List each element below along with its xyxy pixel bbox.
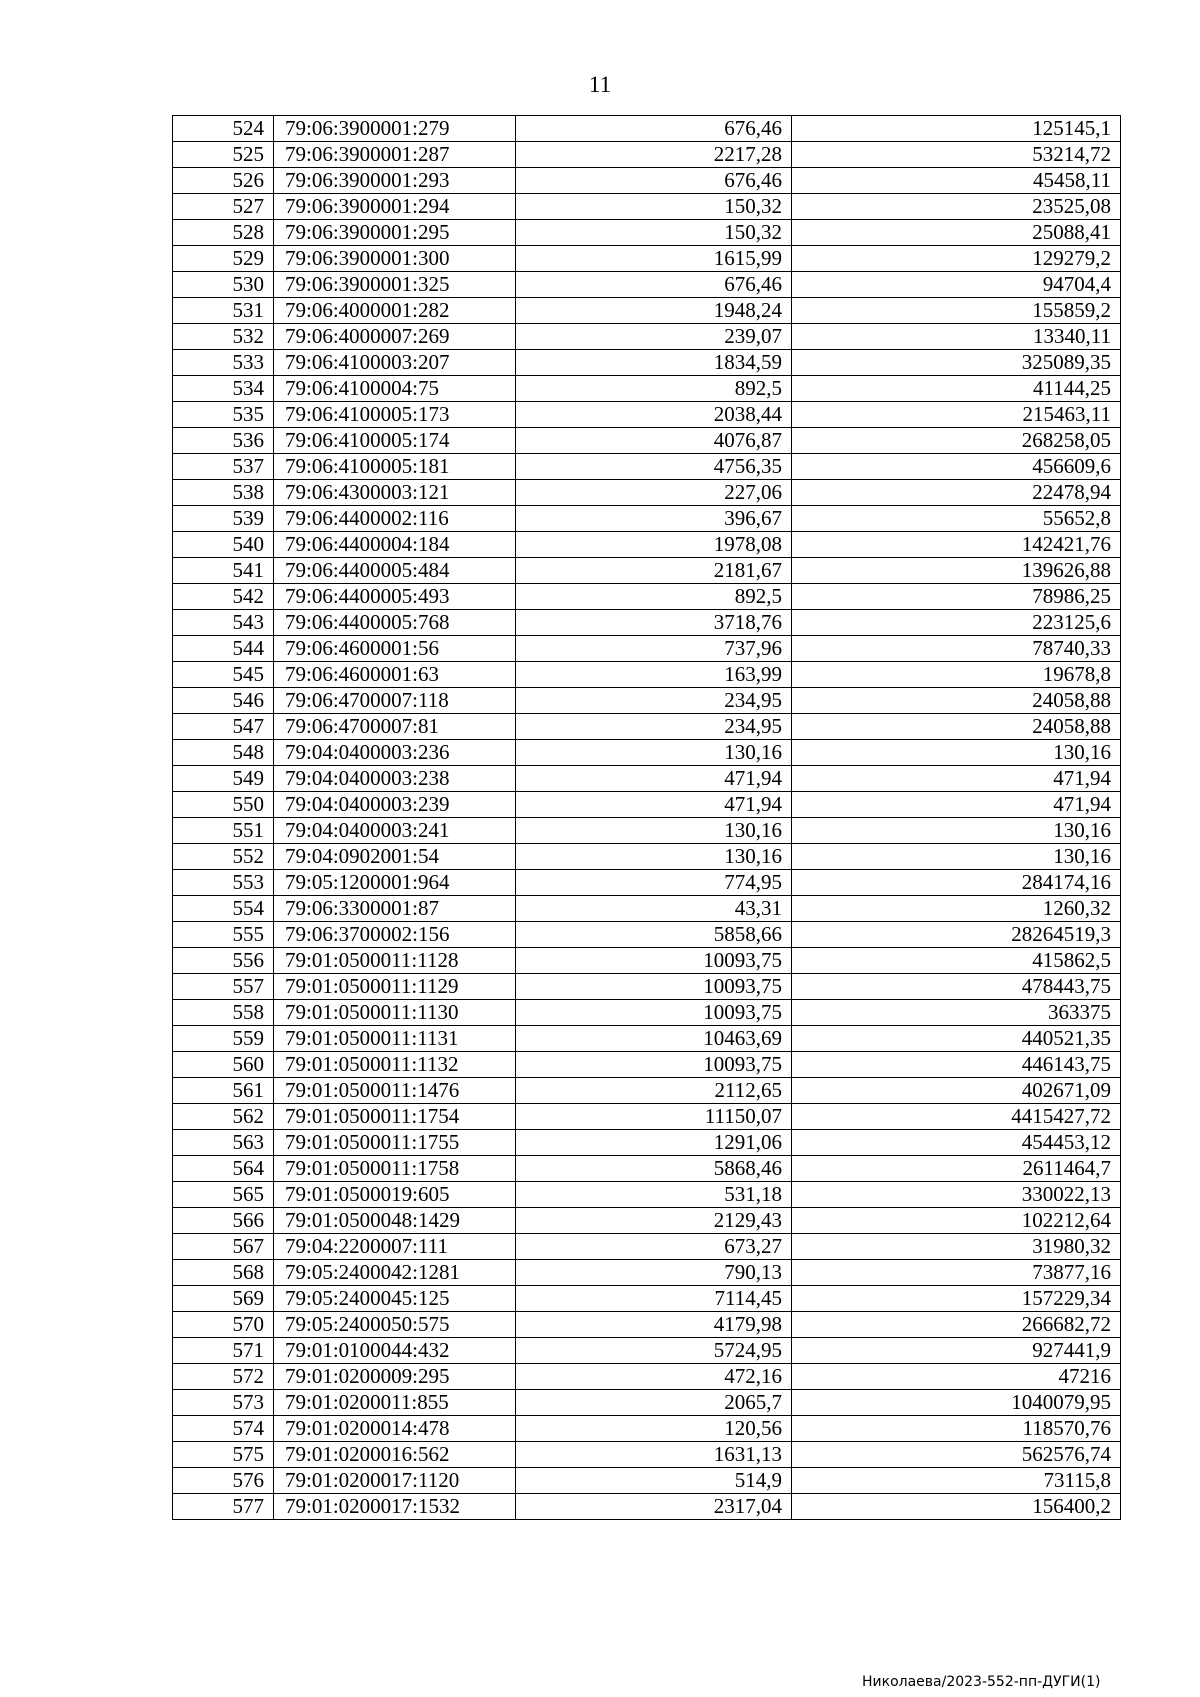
table-row bbox=[173, 1390, 1121, 1416]
cadastral-number: 79:04:0400003:241 bbox=[274, 818, 516, 844]
cost-value: 130,16 bbox=[792, 740, 1121, 766]
table-row bbox=[173, 896, 1121, 922]
cadastral-number: 79:01:0500011:1128 bbox=[274, 948, 516, 974]
cadastral-number: 79:06:4100005:181 bbox=[274, 454, 516, 480]
cost-value: 118570,76 bbox=[792, 1416, 1121, 1442]
cost-value: 471,94 bbox=[792, 792, 1121, 818]
cadastral-number: 79:01:0200009:295 bbox=[274, 1364, 516, 1390]
row-number: 548 bbox=[173, 740, 274, 766]
table-row bbox=[173, 1494, 1121, 1520]
cadastral-number: 79:04:0902001:54 bbox=[274, 844, 516, 870]
cadastral-number: 79:06:4400005:768 bbox=[274, 610, 516, 636]
area-value: 2181,67 bbox=[516, 558, 792, 584]
cadastral-number: 79:06:4600001:56 bbox=[274, 636, 516, 662]
cost-value: 94704,4 bbox=[792, 272, 1121, 298]
table-row bbox=[173, 1312, 1121, 1338]
table-row bbox=[173, 454, 1121, 480]
row-number: 551 bbox=[173, 818, 274, 844]
table-row bbox=[173, 506, 1121, 532]
table-row bbox=[173, 1364, 1121, 1390]
cost-value: 223125,6 bbox=[792, 610, 1121, 636]
table-row bbox=[173, 324, 1121, 350]
row-number: 553 bbox=[173, 870, 274, 896]
area-value: 472,16 bbox=[516, 1364, 792, 1390]
area-value: 130,16 bbox=[516, 818, 792, 844]
table-row bbox=[173, 1026, 1121, 1052]
cadastral-number: 79:01:0200011:855 bbox=[274, 1390, 516, 1416]
table-row bbox=[173, 1078, 1121, 1104]
table-row bbox=[173, 116, 1121, 142]
area-value: 676,46 bbox=[516, 272, 792, 298]
cost-value: 55652,8 bbox=[792, 506, 1121, 532]
cost-value: 47216 bbox=[792, 1364, 1121, 1390]
cadastral-number: 79:01:0200014:478 bbox=[274, 1416, 516, 1442]
area-value: 5868,46 bbox=[516, 1156, 792, 1182]
cost-value: 215463,11 bbox=[792, 402, 1121, 428]
table-row bbox=[173, 1182, 1121, 1208]
cadastral-number: 79:06:3900001:325 bbox=[274, 272, 516, 298]
cost-value: 157229,34 bbox=[792, 1286, 1121, 1312]
row-number: 577 bbox=[173, 1494, 274, 1520]
cost-value: 73115,8 bbox=[792, 1468, 1121, 1494]
row-number: 534 bbox=[173, 376, 274, 402]
row-number: 529 bbox=[173, 246, 274, 272]
cost-value: 24058,88 bbox=[792, 714, 1121, 740]
table-row bbox=[173, 1104, 1121, 1130]
row-number: 535 bbox=[173, 402, 274, 428]
cadastral-number: 79:01:0500011:1755 bbox=[274, 1130, 516, 1156]
cost-value: 130,16 bbox=[792, 844, 1121, 870]
table-row bbox=[173, 740, 1121, 766]
cost-value: 446143,75 bbox=[792, 1052, 1121, 1078]
area-value: 1948,24 bbox=[516, 298, 792, 324]
cost-value: 53214,72 bbox=[792, 142, 1121, 168]
row-number: 544 bbox=[173, 636, 274, 662]
row-number: 537 bbox=[173, 454, 274, 480]
area-value: 396,67 bbox=[516, 506, 792, 532]
table-row bbox=[173, 272, 1121, 298]
area-value: 10093,75 bbox=[516, 1052, 792, 1078]
area-value: 120,56 bbox=[516, 1416, 792, 1442]
row-number: 572 bbox=[173, 1364, 274, 1390]
cadastral-number: 79:05:1200001:964 bbox=[274, 870, 516, 896]
cadastral-number: 79:06:4600001:63 bbox=[274, 662, 516, 688]
row-number: 568 bbox=[173, 1260, 274, 1286]
table-row bbox=[173, 402, 1121, 428]
area-value: 531,18 bbox=[516, 1182, 792, 1208]
table-row bbox=[173, 818, 1121, 844]
row-number: 561 bbox=[173, 1078, 274, 1104]
row-number: 573 bbox=[173, 1390, 274, 1416]
area-value: 2112,65 bbox=[516, 1078, 792, 1104]
area-value: 1615,99 bbox=[516, 246, 792, 272]
table-row bbox=[173, 246, 1121, 272]
area-value: 10093,75 bbox=[516, 974, 792, 1000]
cost-value: 330022,13 bbox=[792, 1182, 1121, 1208]
area-value: 2065,7 bbox=[516, 1390, 792, 1416]
table-row bbox=[173, 532, 1121, 558]
table-row bbox=[173, 168, 1121, 194]
area-value: 4756,35 bbox=[516, 454, 792, 480]
area-value: 10093,75 bbox=[516, 948, 792, 974]
row-number: 541 bbox=[173, 558, 274, 584]
table-row bbox=[173, 766, 1121, 792]
cadastral-number: 79:01:0200016:562 bbox=[274, 1442, 516, 1468]
row-number: 539 bbox=[173, 506, 274, 532]
row-number: 532 bbox=[173, 324, 274, 350]
table-row bbox=[173, 948, 1121, 974]
cadastral-number: 79:06:3900001:279 bbox=[274, 116, 516, 142]
cost-value: 73877,16 bbox=[792, 1260, 1121, 1286]
cadastral-number: 79:06:4400005:484 bbox=[274, 558, 516, 584]
area-value: 239,07 bbox=[516, 324, 792, 350]
area-value: 43,31 bbox=[516, 896, 792, 922]
cost-value: 456609,6 bbox=[792, 454, 1121, 480]
cost-value: 478443,75 bbox=[792, 974, 1121, 1000]
table-row bbox=[173, 376, 1121, 402]
area-value: 892,5 bbox=[516, 376, 792, 402]
cadastral-number: 79:01:0200017:1532 bbox=[274, 1494, 516, 1520]
table-row bbox=[173, 1260, 1121, 1286]
cost-value: 19678,8 bbox=[792, 662, 1121, 688]
row-number: 565 bbox=[173, 1182, 274, 1208]
area-value: 10463,69 bbox=[516, 1026, 792, 1052]
area-value: 471,94 bbox=[516, 792, 792, 818]
cadastral-number: 79:01:0500011:1476 bbox=[274, 1078, 516, 1104]
row-number: 569 bbox=[173, 1286, 274, 1312]
row-number: 527 bbox=[173, 194, 274, 220]
cost-value: 325089,35 bbox=[792, 350, 1121, 376]
row-number: 550 bbox=[173, 792, 274, 818]
cadastral-number: 79:06:3900001:294 bbox=[274, 194, 516, 220]
row-number: 563 bbox=[173, 1130, 274, 1156]
cost-value: 22478,94 bbox=[792, 480, 1121, 506]
area-value: 150,32 bbox=[516, 194, 792, 220]
area-value: 150,32 bbox=[516, 220, 792, 246]
table-row bbox=[173, 974, 1121, 1000]
table-row bbox=[173, 610, 1121, 636]
area-value: 1631,13 bbox=[516, 1442, 792, 1468]
area-value: 514,9 bbox=[516, 1468, 792, 1494]
cost-value: 927441,9 bbox=[792, 1338, 1121, 1364]
cadastral-number: 79:01:0500011:1754 bbox=[274, 1104, 516, 1130]
table-row bbox=[173, 1468, 1121, 1494]
row-number: 531 bbox=[173, 298, 274, 324]
document-footer: Николаева/2023-552-пп-ДУГИ(1) bbox=[862, 1674, 1101, 1690]
area-value: 790,13 bbox=[516, 1260, 792, 1286]
cost-value: 2611464,7 bbox=[792, 1156, 1121, 1182]
cost-value: 41144,25 bbox=[792, 376, 1121, 402]
cadastral-number: 79:06:4400004:184 bbox=[274, 532, 516, 558]
table-row bbox=[173, 1156, 1121, 1182]
table-row bbox=[173, 298, 1121, 324]
cost-value: 284174,16 bbox=[792, 870, 1121, 896]
row-number: 558 bbox=[173, 1000, 274, 1026]
cost-value: 28264519,3 bbox=[792, 922, 1121, 948]
cost-value: 268258,05 bbox=[792, 428, 1121, 454]
area-value: 234,95 bbox=[516, 688, 792, 714]
cadastral-number: 79:04:0400003:236 bbox=[274, 740, 516, 766]
cost-value: 102212,64 bbox=[792, 1208, 1121, 1234]
area-value: 10093,75 bbox=[516, 1000, 792, 1026]
row-number: 540 bbox=[173, 532, 274, 558]
cadastral-table bbox=[172, 115, 1121, 1520]
cost-value: 440521,35 bbox=[792, 1026, 1121, 1052]
area-value: 676,46 bbox=[516, 116, 792, 142]
row-number: 528 bbox=[173, 220, 274, 246]
cadastral-number: 79:01:0500011:1131 bbox=[274, 1026, 516, 1052]
row-number: 545 bbox=[173, 662, 274, 688]
table-row bbox=[173, 1442, 1121, 1468]
cost-value: 454453,12 bbox=[792, 1130, 1121, 1156]
area-value: 774,95 bbox=[516, 870, 792, 896]
area-value: 892,5 bbox=[516, 584, 792, 610]
row-number: 559 bbox=[173, 1026, 274, 1052]
cost-value: 23525,08 bbox=[792, 194, 1121, 220]
row-number: 566 bbox=[173, 1208, 274, 1234]
table-row bbox=[173, 584, 1121, 610]
area-value: 2217,28 bbox=[516, 142, 792, 168]
table-row bbox=[173, 558, 1121, 584]
row-number: 549 bbox=[173, 766, 274, 792]
table-row bbox=[173, 688, 1121, 714]
row-number: 555 bbox=[173, 922, 274, 948]
row-number: 556 bbox=[173, 948, 274, 974]
area-value: 1834,59 bbox=[516, 350, 792, 376]
row-number: 533 bbox=[173, 350, 274, 376]
row-number: 546 bbox=[173, 688, 274, 714]
table-row bbox=[173, 636, 1121, 662]
cadastral-number: 79:06:3300001:87 bbox=[274, 896, 516, 922]
table-row bbox=[173, 1338, 1121, 1364]
cadastral-number: 79:01:0100044:432 bbox=[274, 1338, 516, 1364]
cadastral-number: 79:01:0500011:1129 bbox=[274, 974, 516, 1000]
cadastral-number: 79:04:0400003:238 bbox=[274, 766, 516, 792]
area-value: 3718,76 bbox=[516, 610, 792, 636]
row-number: 564 bbox=[173, 1156, 274, 1182]
cost-value: 24058,88 bbox=[792, 688, 1121, 714]
cost-value: 142421,76 bbox=[792, 532, 1121, 558]
cadastral-number: 79:01:0500011:1130 bbox=[274, 1000, 516, 1026]
area-value: 11150,07 bbox=[516, 1104, 792, 1130]
row-number: 547 bbox=[173, 714, 274, 740]
cadastral-number: 79:06:4000001:282 bbox=[274, 298, 516, 324]
area-value: 5858,66 bbox=[516, 922, 792, 948]
area-value: 2129,43 bbox=[516, 1208, 792, 1234]
area-value: 130,16 bbox=[516, 844, 792, 870]
area-value: 130,16 bbox=[516, 740, 792, 766]
cost-value: 156400,2 bbox=[792, 1494, 1121, 1520]
cost-value: 4415427,72 bbox=[792, 1104, 1121, 1130]
table-row bbox=[173, 1416, 1121, 1442]
table-row bbox=[173, 922, 1121, 948]
row-number: 530 bbox=[173, 272, 274, 298]
page-number: 11 bbox=[588, 72, 612, 97]
cost-value: 45458,11 bbox=[792, 168, 1121, 194]
cadastral-number: 79:06:4700007:81 bbox=[274, 714, 516, 740]
cost-value: 129279,2 bbox=[792, 246, 1121, 272]
cost-value: 155859,2 bbox=[792, 298, 1121, 324]
cadastral-number: 79:06:4100005:174 bbox=[274, 428, 516, 454]
cadastral-number: 79:06:4700007:118 bbox=[274, 688, 516, 714]
area-value: 2317,04 bbox=[516, 1494, 792, 1520]
area-value: 471,94 bbox=[516, 766, 792, 792]
table-row bbox=[173, 142, 1121, 168]
row-number: 570 bbox=[173, 1312, 274, 1338]
area-value: 676,46 bbox=[516, 168, 792, 194]
table-row bbox=[173, 1234, 1121, 1260]
table-row bbox=[173, 662, 1121, 688]
cadastral-number: 79:06:3900001:287 bbox=[274, 142, 516, 168]
area-value: 7114,45 bbox=[516, 1286, 792, 1312]
area-value: 1291,06 bbox=[516, 1130, 792, 1156]
cadastral-number: 79:06:4100005:173 bbox=[274, 402, 516, 428]
cadastral-number: 79:05:2400050:575 bbox=[274, 1312, 516, 1338]
cadastral-number: 79:01:0500019:605 bbox=[274, 1182, 516, 1208]
area-value: 673,27 bbox=[516, 1234, 792, 1260]
row-number: 552 bbox=[173, 844, 274, 870]
table-row bbox=[173, 428, 1121, 454]
row-number: 575 bbox=[173, 1442, 274, 1468]
table-row bbox=[173, 714, 1121, 740]
table-row bbox=[173, 792, 1121, 818]
cadastral-number: 79:06:4300003:121 bbox=[274, 480, 516, 506]
row-number: 576 bbox=[173, 1468, 274, 1494]
cost-value: 471,94 bbox=[792, 766, 1121, 792]
row-number: 526 bbox=[173, 168, 274, 194]
cost-value: 78740,33 bbox=[792, 636, 1121, 662]
row-number: 574 bbox=[173, 1416, 274, 1442]
area-value: 5724,95 bbox=[516, 1338, 792, 1364]
area-value: 1978,08 bbox=[516, 532, 792, 558]
cost-value: 139626,88 bbox=[792, 558, 1121, 584]
cost-value: 1040079,95 bbox=[792, 1390, 1121, 1416]
row-number: 562 bbox=[173, 1104, 274, 1130]
table-row bbox=[173, 844, 1121, 870]
table-body bbox=[173, 116, 1121, 1520]
cost-value: 125145,1 bbox=[792, 116, 1121, 142]
row-number: 557 bbox=[173, 974, 274, 1000]
area-value: 163,99 bbox=[516, 662, 792, 688]
cadastral-number: 79:06:3900001:293 bbox=[274, 168, 516, 194]
area-value: 737,96 bbox=[516, 636, 792, 662]
row-number: 571 bbox=[173, 1338, 274, 1364]
cost-value: 130,16 bbox=[792, 818, 1121, 844]
cost-value: 1260,32 bbox=[792, 896, 1121, 922]
row-number: 536 bbox=[173, 428, 274, 454]
row-number: 560 bbox=[173, 1052, 274, 1078]
area-value: 4076,87 bbox=[516, 428, 792, 454]
table-row bbox=[173, 1286, 1121, 1312]
cadastral-number: 79:06:4100004:75 bbox=[274, 376, 516, 402]
table-row bbox=[173, 1130, 1121, 1156]
table-row bbox=[173, 870, 1121, 896]
cadastral-number: 79:04:0400003:239 bbox=[274, 792, 516, 818]
cadastral-number: 79:06:4400005:493 bbox=[274, 584, 516, 610]
table-row bbox=[173, 350, 1121, 376]
cadastral-number: 79:01:0500048:1429 bbox=[274, 1208, 516, 1234]
row-number: 525 bbox=[173, 142, 274, 168]
cost-value: 562576,74 bbox=[792, 1442, 1121, 1468]
cost-value: 402671,09 bbox=[792, 1078, 1121, 1104]
cost-value: 13340,11 bbox=[792, 324, 1121, 350]
table-row bbox=[173, 480, 1121, 506]
cost-value: 78986,25 bbox=[792, 584, 1121, 610]
cost-value: 363375 bbox=[792, 1000, 1121, 1026]
cadastral-number: 79:01:0200017:1120 bbox=[274, 1468, 516, 1494]
area-value: 227,06 bbox=[516, 480, 792, 506]
row-number: 524 bbox=[173, 116, 274, 142]
cadastral-number: 79:06:4400002:116 bbox=[274, 506, 516, 532]
table-row bbox=[173, 194, 1121, 220]
cadastral-number: 79:06:3900001:300 bbox=[274, 246, 516, 272]
cadastral-number: 79:01:0500011:1758 bbox=[274, 1156, 516, 1182]
row-number: 542 bbox=[173, 584, 274, 610]
table-row bbox=[173, 1000, 1121, 1026]
cadastral-number: 79:05:2400045:125 bbox=[274, 1286, 516, 1312]
area-value: 4179,98 bbox=[516, 1312, 792, 1338]
row-number: 543 bbox=[173, 610, 274, 636]
area-value: 234,95 bbox=[516, 714, 792, 740]
cadastral-number: 79:05:2400042:1281 bbox=[274, 1260, 516, 1286]
cost-value: 415862,5 bbox=[792, 948, 1121, 974]
table-row bbox=[173, 1208, 1121, 1234]
cost-value: 25088,41 bbox=[792, 220, 1121, 246]
row-number: 554 bbox=[173, 896, 274, 922]
cadastral-number: 79:06:3900001:295 bbox=[274, 220, 516, 246]
cadastral-number: 79:06:3700002:156 bbox=[274, 922, 516, 948]
cost-value: 31980,32 bbox=[792, 1234, 1121, 1260]
cadastral-number: 79:04:2200007:111 bbox=[274, 1234, 516, 1260]
table-row bbox=[173, 1052, 1121, 1078]
row-number: 567 bbox=[173, 1234, 274, 1260]
area-value: 2038,44 bbox=[516, 402, 792, 428]
cadastral-number: 79:01:0500011:1132 bbox=[274, 1052, 516, 1078]
row-number: 538 bbox=[173, 480, 274, 506]
table-row bbox=[173, 220, 1121, 246]
cost-value: 266682,72 bbox=[792, 1312, 1121, 1338]
cadastral-number: 79:06:4000007:269 bbox=[274, 324, 516, 350]
cadastral-number: 79:06:4100003:207 bbox=[274, 350, 516, 376]
